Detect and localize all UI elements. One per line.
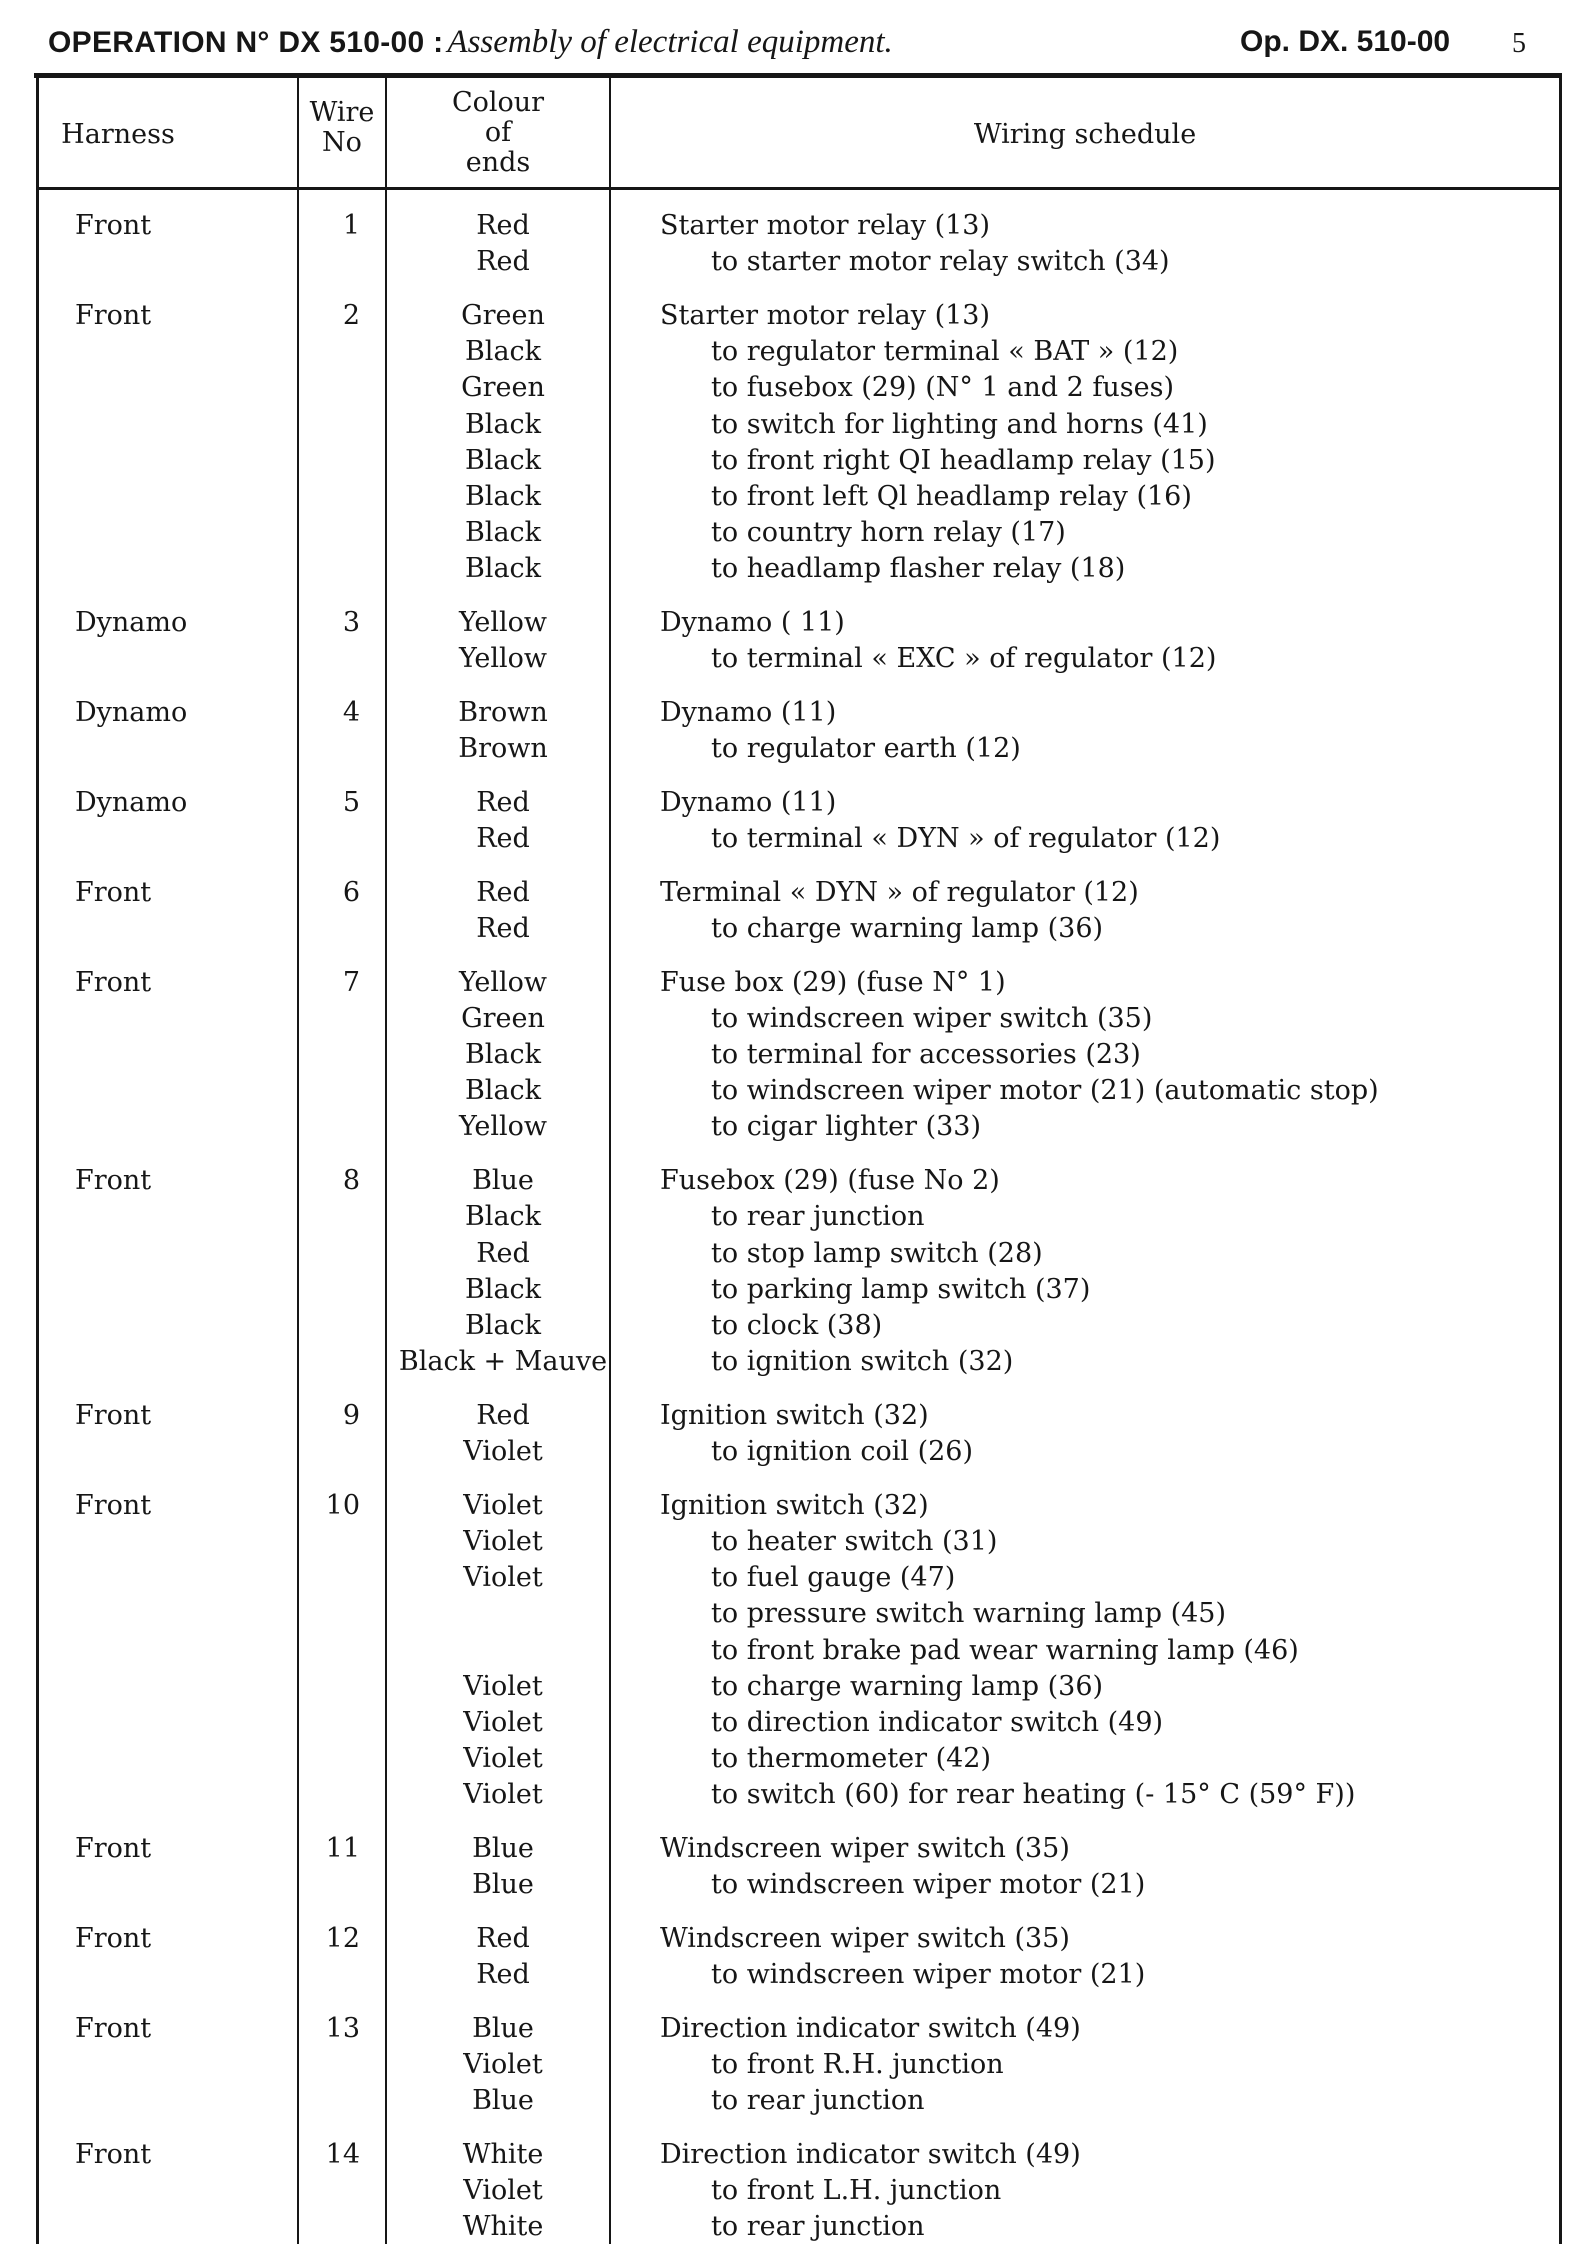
schedule-destination: to regulator earth (12) [711,733,1021,765]
colour-cell: Red [476,246,530,278]
colour-cell: Red [476,786,530,818]
wire-number-cell: 11 [325,1833,360,1864]
schedule-destination: to heater switch (31) [711,1525,998,1557]
harness-cell: Front [75,876,152,908]
schedule-source: Dynamo (11) [660,696,837,728]
schedule-source: Dynamo (11) [660,786,837,818]
wire-number-cell: 9 [342,1399,360,1431]
colour-cell: Black [464,1039,542,1070]
schedule-source: Windscreen wiper switch (35) [660,1922,1070,1954]
schedule-destination: to switch for lighting and horns (41) [711,408,1208,440]
colour-cell: Red [476,1399,530,1431]
schedule-destination: to terminal « EXC » of regulator (12) [711,643,1217,675]
wire-number-cell: 7 [342,966,360,998]
colour-cell: Brown [458,696,548,728]
schedule-destination: to terminal « DYN » of regulator (12) [711,823,1221,854]
column-header-colour-line1: Colour [451,87,545,118]
schedule-destination: to country horn relay (17) [711,517,1066,549]
harness-cell: Dynamo [75,607,188,638]
schedule-source: Direction indicator switch (49) [660,2012,1081,2044]
schedule-destination: to windscreen wiper motor (21) [711,1959,1146,1991]
harness-cell: Front [75,1489,152,1521]
schedule-source: Direction indicator switch (49) [660,2138,1081,2170]
colour-cell: Violet [463,1525,543,1557]
schedule-source: Fusebox (29) (fuse No 2) [660,1165,1000,1197]
colour-cell: Yellow [458,966,548,998]
colour-cell: Red [476,876,530,908]
schedule-source: Starter motor relay (13) [660,210,990,241]
schedule-destination: to windscreen wiper switch (35) [711,1002,1153,1034]
colour-cell: Black [464,480,542,512]
colour-cell: White [462,2211,544,2243]
schedule-destination: to rear junction [711,1201,925,1233]
colour-cell: Black [464,1075,542,1107]
schedule-destination: to windscreen wiper motor (21) [711,1869,1146,1901]
schedule-destination: to front L.H. junction [711,2175,1002,2207]
colour-cell: Black [464,1309,542,1341]
column-header-colour-line3: ends [465,147,531,178]
colour-cell: Violet [463,1436,543,1467]
colour-cell: Violet [463,1779,543,1811]
wire-number-cell: 8 [342,1165,360,1197]
colour-cell: Violet [463,1670,543,1702]
colour-cell: Black [464,517,542,549]
schedule-destination: to front left Ql headlamp relay (16) [711,480,1192,512]
harness-cell: Front [75,2012,152,2044]
schedule-destination: to cigar lighter (33) [711,1111,981,1143]
schedule-destination: to fuel gauge (47) [711,1562,956,1594]
colour-cell: Blue [472,2085,534,2117]
operation-title: Assembly of electrical equipment. [447,24,893,60]
wire-number-cell: 3 [342,607,360,638]
schedule-destination: to starter motor relay switch (34) [711,246,1170,278]
colour-cell: Blue [472,1869,534,1901]
harness-cell: Front [75,2138,152,2170]
colour-cell: Violet [463,2049,543,2080]
colour-cell: Blue [472,1165,534,1197]
schedule-source: Windscreen wiper switch (35) [660,1833,1070,1864]
schedule-destination: to terminal for accessories (23) [711,1039,1141,1070]
wire-number-cell: 2 [342,299,360,331]
wire-number-cell: 12 [325,1922,360,1954]
harness-cell: Front [75,1922,152,1954]
colour-cell: Violet [463,1562,543,1594]
colour-cell: Yellow [458,607,548,638]
colour-cell: Red [476,1922,530,1954]
harness-cell: Front [75,1399,152,1431]
colour-cell: Red [476,1237,530,1269]
schedule-destination: to windscreen wiper motor (21) (automatic stop) [711,1075,1379,1107]
column-header-wire-line1: Wire [309,97,375,128]
colour-cell: Red [476,912,530,944]
schedule-destination: to front brake pad wear warning lamp (46) [711,1634,1299,1666]
colour-cell: Black [464,444,542,476]
schedule-destination: to ignition switch (32) [711,1346,1014,1378]
schedule-source: Ignition switch (32) [660,1489,929,1521]
colour-cell: Violet [463,1743,543,1775]
schedule-destination: to rear junction [711,2085,925,2117]
colour-cell: Blue [472,2012,534,2044]
colour-cell: Blue [472,1833,534,1864]
colour-cell: Black [464,553,542,585]
wire-number-cell: 13 [325,2012,360,2044]
schedule-source: Terminal « DYN » of regulator (12) [660,876,1139,908]
harness-cell: Front [75,966,152,998]
schedule-destination: to front R.H. junction [711,2049,1004,2080]
schedule-source: Starter motor relay (13) [660,299,990,331]
schedule-destination: to direction indicator switch (49) [711,1706,1164,1738]
colour-cell: Green [461,372,545,404]
harness-cell: Dynamo [75,786,188,818]
schedule-destination: to headlamp flasher relay (18) [711,553,1126,585]
page-number: 5 [1512,28,1526,59]
colour-cell: Red [476,1959,530,1991]
schedule-destination: to pressure switch warning lamp (45) [711,1598,1226,1630]
colour-cell: Black [464,1273,542,1305]
schedule-destination: to charge warning lamp (36) [711,912,1104,944]
column-header-wire-line2: No [322,127,362,158]
wire-number-cell: 4 [342,696,360,728]
schedule-destination: to regulator terminal « BAT » (12) [711,336,1179,368]
wire-number-cell: 10 [325,1489,360,1521]
colour-cell: Yellow [458,1111,548,1143]
colour-cell: Red [476,823,530,854]
schedule-destination: to front right QI headlamp relay (15) [711,444,1216,476]
column-header-wiring-schedule-text: Wiring schedule [973,119,1197,150]
harness-cell: Dynamo [75,696,188,728]
colour-cell: Violet [463,1706,543,1738]
colour-cell: Black [464,408,542,440]
colour-cell: Green [461,299,545,331]
harness-cell: Front [75,1165,152,1197]
schedule-destination: to switch (60) for rear heating (- 15° C (59° F)) [711,1779,1356,1811]
column-header-harness-text: Harness [61,119,175,150]
schedule-destination: to parking lamp switch (37) [711,1273,1091,1305]
schedule-destination: to fusebox (29) (N° 1 and 2 fuses) [711,372,1174,404]
harness-cell: Front [75,299,152,331]
operation-reference: Op. DX. 510-00 [1240,25,1451,58]
colour-cell: Yellow [458,643,548,675]
colour-cell: Black [464,336,542,368]
operation-label: OPERATION N° DX 510-00 : [48,26,444,59]
harness-cell: Front [75,1833,152,1864]
schedule-destination: to charge warning lamp (36) [711,1670,1104,1702]
schedule-source: Fuse box (29) (fuse N° 1) [660,966,1006,998]
colour-cell: Brown [458,733,548,765]
colour-cell: Black [464,1201,542,1233]
schedule-destination: to stop lamp switch (28) [711,1237,1043,1269]
colour-cell: Green [461,1002,545,1034]
wire-number-cell: 6 [342,876,360,908]
colour-cell: Red [476,210,530,241]
schedule-source: Dynamo ( 11) [660,607,845,638]
wire-number-cell: 1 [342,210,360,241]
schedule-destination: to clock (38) [711,1309,883,1341]
colour-cell: Violet [463,1489,543,1521]
schedule-destination: to ignition coil (26) [711,1436,973,1467]
harness-cell: Front [75,210,152,241]
colour-cell: White [462,2138,544,2170]
schedule-source: Ignition switch (32) [660,1399,929,1431]
schedule-destination: to thermometer (42) [711,1743,991,1775]
column-header-colour-line2: of [484,117,512,148]
schedule-destination: to rear junction [711,2211,925,2243]
wire-number-cell: 14 [325,2138,360,2170]
wire-number-cell: 5 [342,786,360,818]
colour-cell: Black + Mauve [398,1346,608,1378]
colour-cell: Violet [463,2175,543,2207]
